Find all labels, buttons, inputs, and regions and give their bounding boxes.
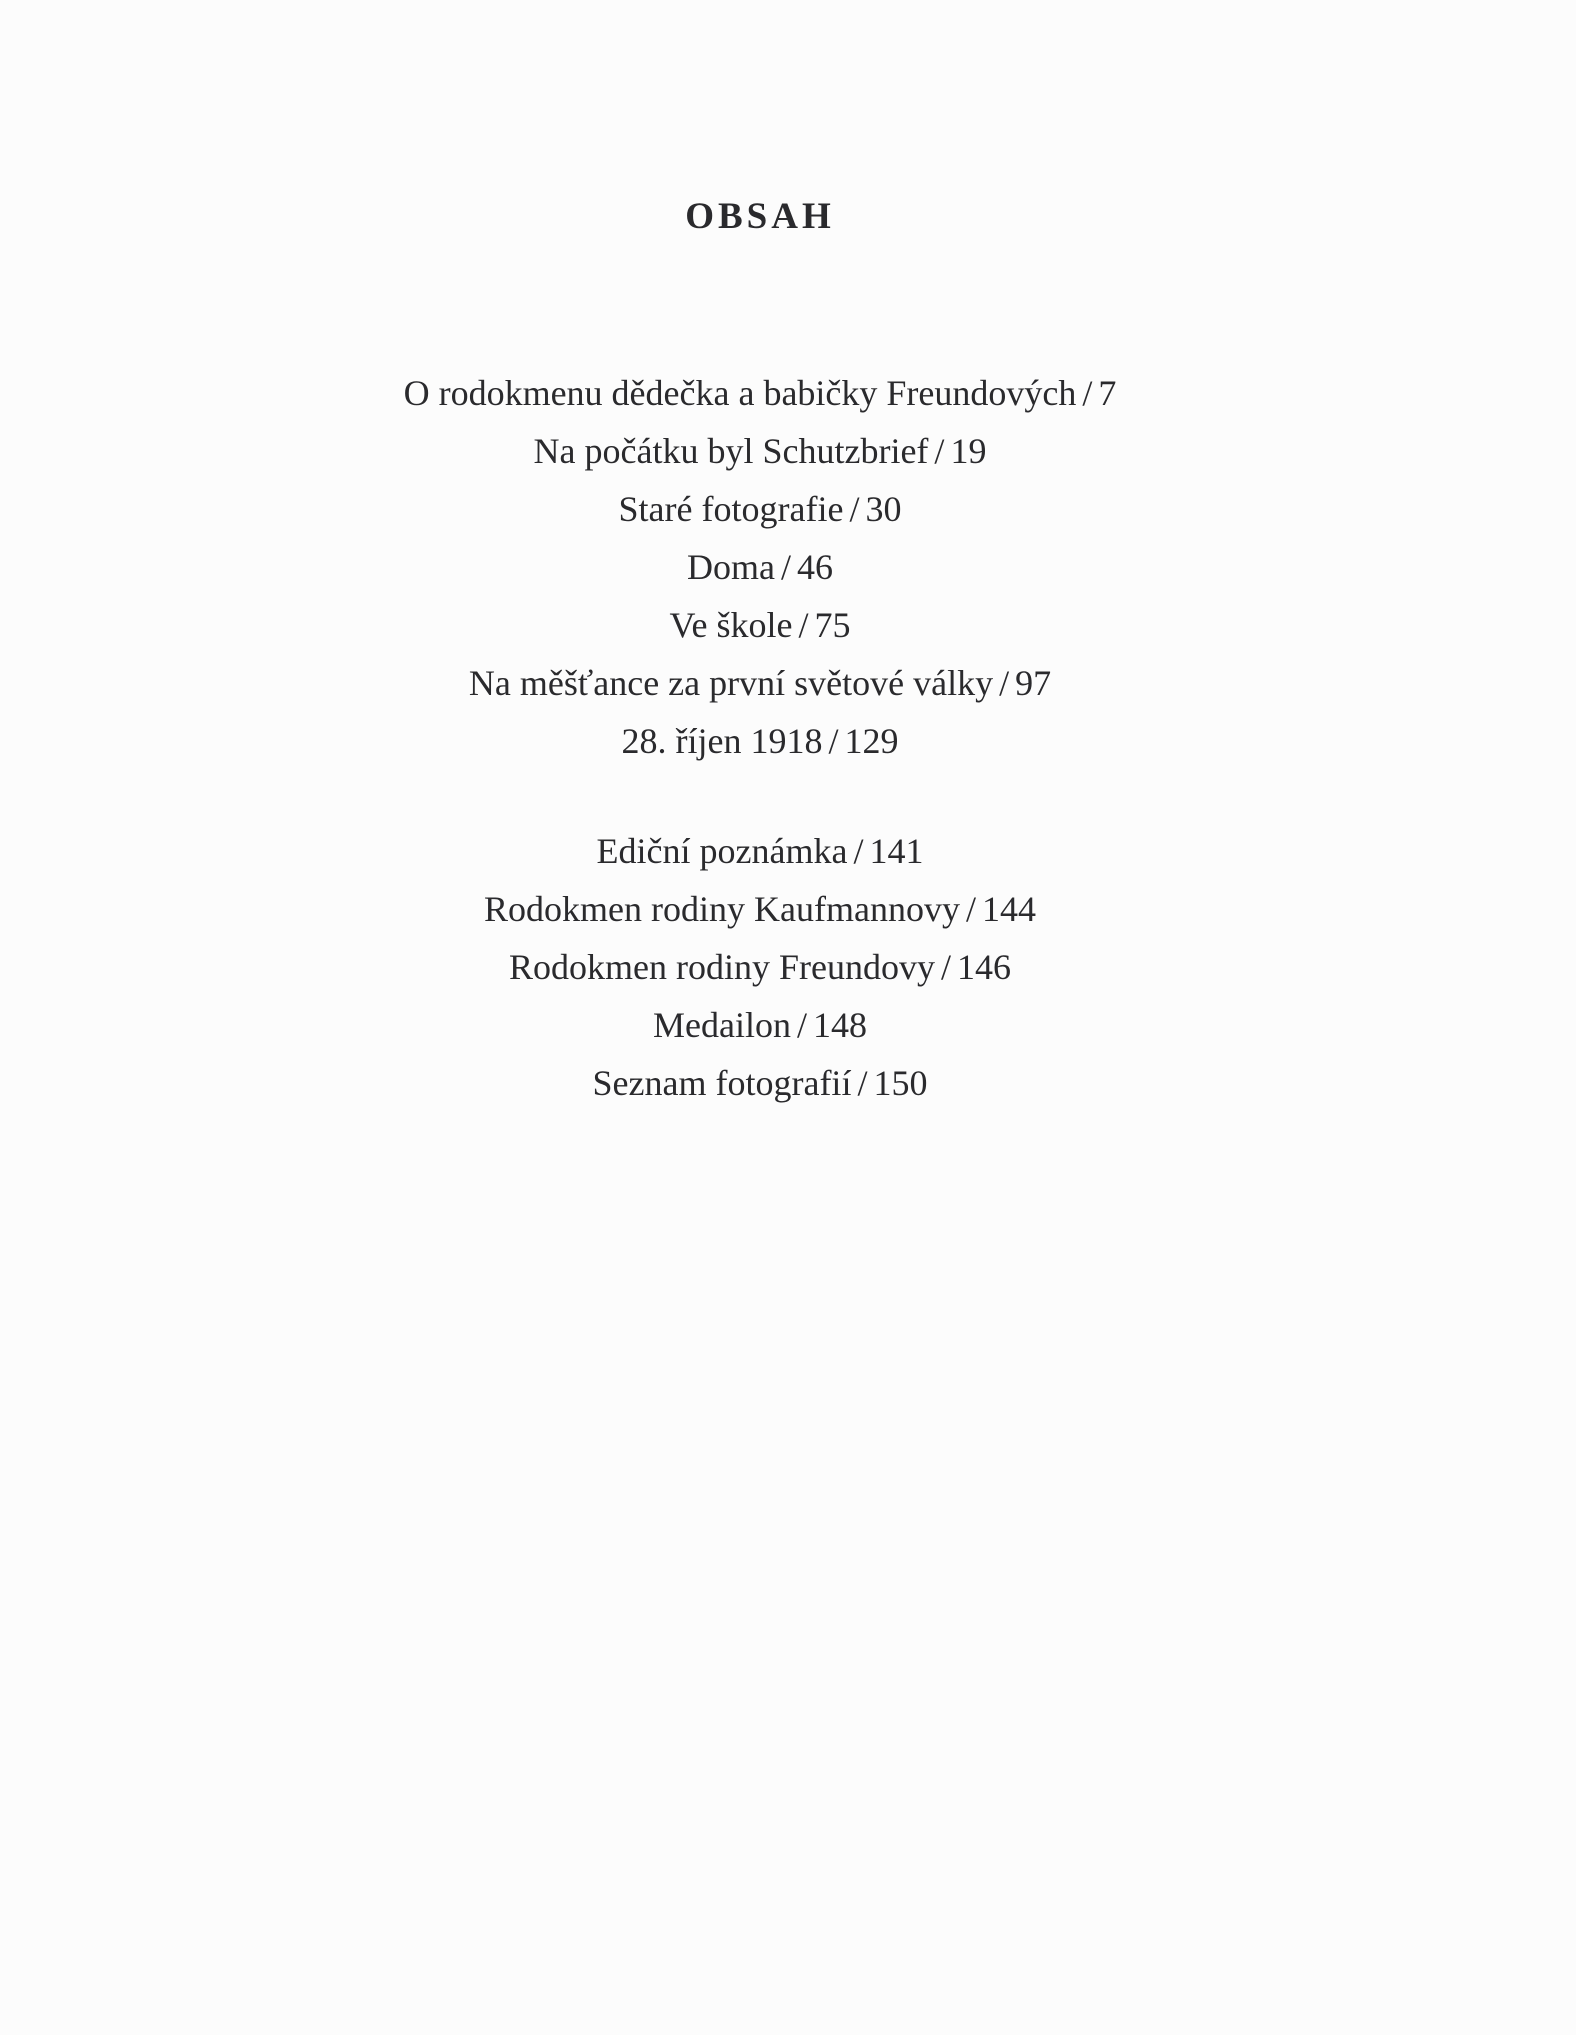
toc-separator: / bbox=[999, 663, 1010, 703]
toc-entry-title: O rodokmenu dědečka a babičky Freundových bbox=[403, 373, 1077, 413]
toc-separator: / bbox=[798, 605, 809, 645]
toc-page-number: 146 bbox=[957, 947, 1011, 987]
toc-separator: / bbox=[849, 489, 860, 529]
toc-entry-title: Doma bbox=[687, 547, 775, 587]
toc-entry bbox=[0, 822, 1520, 880]
toc-entry-title: Medailon bbox=[653, 1005, 791, 1045]
table-of-contents-appendix bbox=[0, 822, 1520, 1112]
toc-entry-title: Staré fotografie bbox=[618, 489, 844, 529]
toc-page-number: 19 bbox=[950, 431, 987, 471]
toc-separator: / bbox=[857, 1063, 868, 1103]
toc-page-number: 30 bbox=[865, 489, 902, 529]
toc-separator: / bbox=[1082, 373, 1093, 413]
toc-entry-title: 28. říjen 1918 bbox=[621, 721, 823, 761]
toc-entry bbox=[0, 996, 1520, 1054]
toc-page-number: 7 bbox=[1098, 373, 1117, 413]
toc-separator: / bbox=[780, 547, 791, 587]
toc-separator: / bbox=[965, 889, 976, 929]
toc-separator: / bbox=[828, 721, 839, 761]
toc-entry-title: Ediční poznámka bbox=[596, 831, 848, 871]
toc-entry bbox=[0, 364, 1520, 422]
toc-separator: / bbox=[934, 431, 945, 471]
toc-entry bbox=[0, 596, 1520, 654]
toc-entry-title: Seznam fotografií bbox=[592, 1063, 852, 1103]
toc-entry-title: Na počátku byl Schutzbrief bbox=[533, 431, 929, 471]
table-of-contents-main bbox=[0, 364, 1520, 770]
toc-entry-title: Na měšťance za první světové války bbox=[468, 663, 994, 703]
toc-page-number: 144 bbox=[981, 889, 1036, 929]
toc-page-number: 97 bbox=[1015, 663, 1052, 703]
toc-separator: / bbox=[940, 947, 951, 987]
toc-entry bbox=[0, 880, 1520, 938]
toc-page-number: 46 bbox=[797, 547, 833, 587]
toc-entry bbox=[0, 422, 1520, 480]
toc-entry bbox=[0, 538, 1520, 596]
toc-entry-title: Ve škole bbox=[669, 605, 793, 645]
page-title: OBSAH bbox=[685, 195, 835, 237]
toc-entry-title: Rodokmen rodiny Kaufmannovy bbox=[484, 889, 960, 929]
toc-page-number: 148 bbox=[813, 1005, 867, 1045]
toc-page-number: 150 bbox=[873, 1063, 928, 1103]
toc-entry bbox=[0, 1054, 1520, 1112]
toc-page-number: 129 bbox=[844, 721, 899, 761]
toc-page-number: 75 bbox=[814, 605, 851, 645]
toc-separator: / bbox=[796, 1005, 807, 1045]
toc-entry bbox=[0, 712, 1520, 770]
toc-entry-title: Rodokmen rodiny Freundovy bbox=[509, 947, 935, 987]
toc-entry bbox=[0, 654, 1520, 712]
toc-entry bbox=[0, 938, 1520, 996]
toc-page-number: 141 bbox=[869, 831, 924, 871]
toc-separator: / bbox=[853, 831, 864, 871]
toc-entry bbox=[0, 480, 1520, 538]
